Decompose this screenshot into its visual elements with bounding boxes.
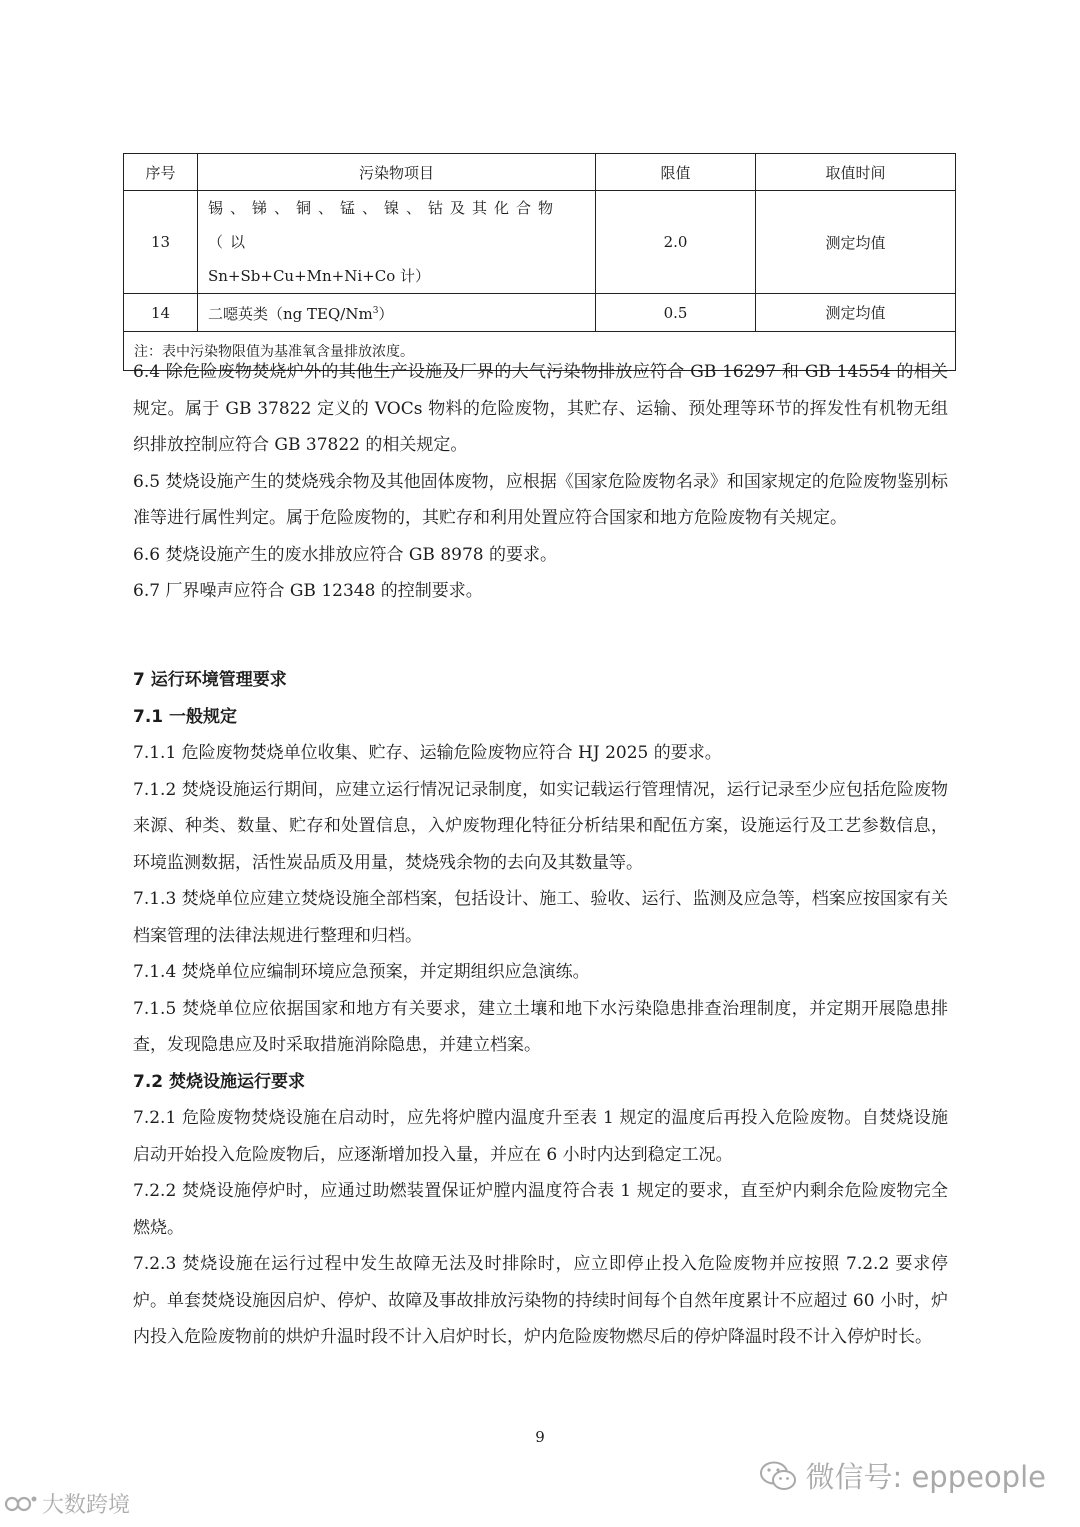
paragraph-7-1-4: 7.1.4 焚烧单位应编制环境应急预案，并定期组织应急演练。 (133, 962, 590, 982)
section6-body (133, 354, 948, 610)
paragraph-6-7: 6.7 厂界噪声应符合 GB 12348 的控制要求。 (133, 581, 483, 601)
wechat-icon (759, 1460, 797, 1492)
brand-name: 大数跨境 (42, 1493, 131, 1518)
row-item (198, 294, 596, 332)
paragraph-7-1-3: 7.1.3 焚烧单位应建立焚烧设施全部档案，包括设计、施工、验收、运行、监测及应急等，档案应按国家有关档案管理的法律法规进行整理和归档。 (133, 889, 948, 946)
row-limit: 0.5 (596, 294, 756, 332)
row-item (198, 191, 596, 294)
brand-watermark (4, 1488, 130, 1519)
pollutant-limits-table (123, 153, 956, 371)
row-time: 测定均值 (756, 294, 956, 332)
header-limit: 限值 (596, 154, 756, 191)
row-item-line2: Sn+Sb+Cu+Mn+Ni+Co 计） (208, 267, 431, 285)
row-item-pre: 二噁英类（ng TEQ/Nm (208, 305, 373, 323)
row-item-line1: 锡、锑、铜、锰、镍、钴及其化合物（以 (208, 199, 561, 251)
wechat-watermark (759, 1455, 1046, 1496)
wechat-id: 微信号: eppeople (805, 1460, 1046, 1494)
section7-1-title: 7.1 一般规定 (133, 706, 238, 727)
row-item-sup: 3 (372, 306, 379, 316)
section7-2-title: 7.2 焚烧设施运行要求 (133, 1071, 306, 1092)
section7-title: 7 运行环境管理要求 (133, 670, 287, 690)
row-no: 14 (124, 294, 198, 332)
table-header-row (124, 154, 956, 191)
paragraph-7-1-2: 7.1.2 焚烧设施运行期间，应建立运行情况记录制度，如实记载运行管理情况，运行记录至少应包括危险废物来源、种类、数量、贮存和处置信息，入炉废物理化特征分析结果和配伍方案，设施运行及工艺参数信息，环境监测数据，活性炭品质及用量，焚烧残余物的去向及其数量等。 (133, 779, 948, 873)
table-row (124, 294, 956, 332)
page-number: 9 (535, 1428, 545, 1446)
header-seq: 序号 (124, 154, 198, 191)
row-time: 测定均值 (756, 191, 956, 294)
row-limit: 2.0 (596, 191, 756, 294)
paragraph-7-2-3: 7.2.3 焚烧设施在运行过程中发生故障无法及时排除时，应立即停止投入危险废物并应按照 7.2.2 要求停炉。单套焚烧设施因启炉、停炉、故障及事故排放污染物的持续时间每个自然年度累计不应超过 60 小时，炉内投入危险废物前的烘炉升温时段不计入启炉时长，炉内危险废物燃尽后的停炉降温时段不计入停炉时长。 (133, 1254, 948, 1347)
header-item: 污染物项目 (198, 154, 596, 191)
section7-body (133, 662, 948, 1356)
brand-logo-icon (4, 1491, 38, 1517)
header-time: 取值时间 (756, 154, 956, 191)
paragraph-7-2-2: 7.2.2 焚烧设施停炉时，应通过助燃装置保证炉膛内温度符合表 1 规定的要求，直至炉内剩余危险废物完全燃烧。 (133, 1181, 948, 1238)
paragraph-6-6: 6.6 焚烧设施产生的废水排放应符合 GB 8978 的要求。 (133, 544, 557, 565)
paragraph-6-5: 6.5 焚烧设施产生的焚烧残余物及其他固体废物，应根据《国家危险废物名录》和国家规定的危险废物鉴别标准等进行属性判定。属于危险废物的，其贮存和利用处置应符合国家和地方危险废物有关规定。 (133, 471, 948, 528)
table-note: 注：表中污染物限值为基准氧含量排放浓度。 (124, 332, 956, 371)
row-item-post: ） (378, 305, 394, 323)
paragraph-7-1-5: 7.1.5 焚烧单位应依据国家和地方有关要求，建立土壤和地下水污染隐患排查治理制度，并定期开展隐患排查，发现隐患应及时采取措施消除隐患，并建立档案。 (133, 998, 948, 1055)
paragraph-7-2-1: 7.2.1 危险废物焚烧设施在启动时，应先将炉膛内温度升至表 1 规定的温度后再投入危险废物。自焚烧设施启动开始投入危险废物后，应逐渐增加投入量，并应在 6 小时内达到稳定工况。 (133, 1108, 948, 1165)
paragraph-6-4: 6.4 除危险废物焚烧炉外的其他生产设施及厂界的大气污染物排放应符合 GB 16297 和 GB 14554 的相关规定。属于 GB 37822 定义的 VOCs 物料的危险废物，其贮存、运输、预处理等环节的挥发性有机物无组织排放控制应符合 GB 37822 的相关规定。 (133, 362, 948, 455)
table-row (124, 191, 956, 294)
paragraph-7-1-1: 7.1.1 危险废物焚烧单位收集、贮存、运输危险废物应符合 HJ 2025 的要求。 (133, 743, 722, 763)
row-no: 13 (124, 191, 198, 294)
